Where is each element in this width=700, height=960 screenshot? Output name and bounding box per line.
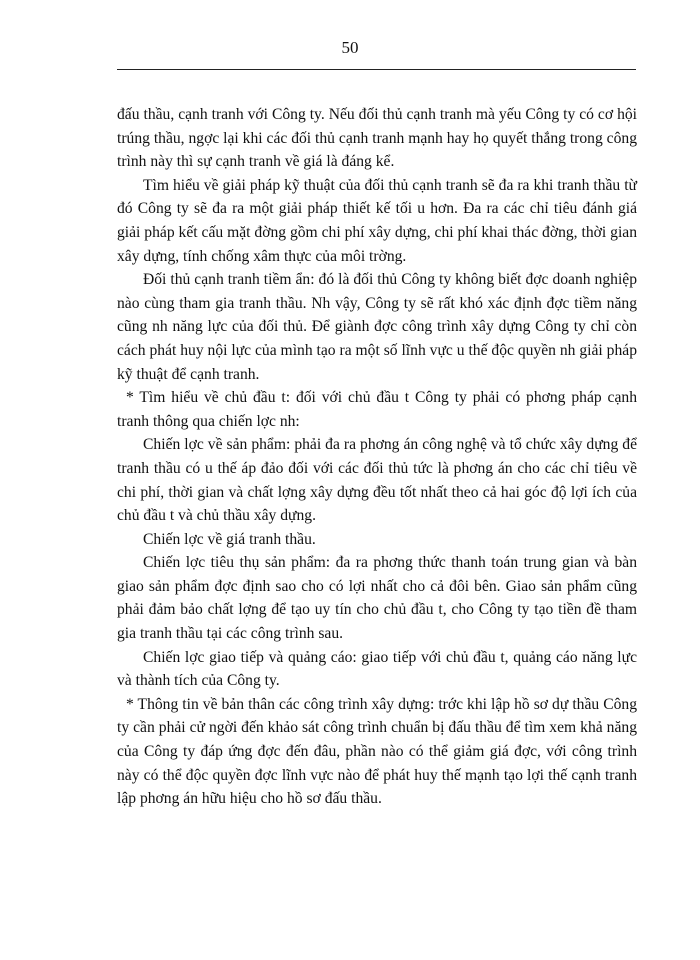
body-text xyxy=(117,103,637,811)
bullet-investor: * Tìm hiểu về chủ đầu t: đối với chủ đầu t Công ty phải có phơng pháp cạnh tranh thông qua chiến lợc nh: xyxy=(117,389,637,430)
paragraph-technical-solution: Tìm hiểu về giải pháp kỹ thuật của đối thủ cạnh tranh sẽ đa ra khi tranh thầu từ đó Công ty sẽ đa ra một giải pháp thiết kế tối u hơn. Đa ra các chỉ tiêu đánh giá giải pháp kết cấu mặt đờng gồm chi phí xây dựng, chi phí khai thác đờng, thời gian xây dựng, tính chống xâm thực của môi trờng. xyxy=(117,176,637,265)
paragraph-communication-strategy: Chiến lợc giao tiếp và quảng cáo: giao tiếp với chủ đầu t, quảng cáo năng lực và thành tích của Công ty. xyxy=(117,648,637,690)
header-rule xyxy=(117,69,636,70)
bullet-project-information: * Thông tin về bản thân các công trình xây dựng: trớc khi lập hồ sơ dự thầu Công ty cần phải cử ngời đến khảo sát công trình chuẩn bị đấu thầu để tìm xem khả năng của Công ty đáp ứng đợc đến đâu, phần nào có thể giảm giá đợc, với công trình này có thể độc quyền đợc lĩnh vực nào để phát huy thế mạnh tạo lợi thế cạnh tranh lập phơng án hữu hiệu cho hồ sơ đấu thầu. xyxy=(117,695,637,808)
paragraph-price-strategy: Chiến lợc về giá tranh thầu. xyxy=(143,530,316,548)
paragraph-product-strategy: Chiến lợc về sản phẩm: phải đa ra phơng án công nghệ và tổ chức xây dựng để tranh thầu có u thế áp đảo đối với các đối thủ tức là phơng án cho các chỉ tiêu về chi phí, thời gian và chất lợng xây dựng đều tốt nhất theo cả hai góc độ lợi ích của chủ đầu t và chủ thầu xây dựng. xyxy=(117,436,637,525)
page-number: 50 xyxy=(341,38,359,57)
paragraph-intro: đấu thầu, cạnh tranh với Công ty. Nếu đối thủ cạnh tranh mà yếu Công ty có cơ hội trúng thầu, ngợc lại khi các đối thủ cạnh tranh mạnh hay họ quyết thắng trong công trình này thì sự cạnh tranh về giá là đáng kể. xyxy=(117,106,637,171)
paragraph-potential-competitor: Đối thủ cạnh tranh tiềm ẩn: đó là đối thủ Công ty không biết đợc doanh nghiệp nào cùng tham gia tranh thầu. Nh vậy, Công ty sẽ rất khó xác định đợc tiềm năng cũng nh năng lực của đối thủ. Để giành đợc công trình xây dựng Công ty chỉ còn cách phát huy nội lực của mình tạo ra một số lĩnh vực u thế độc quyền nh giải pháp kỹ thuật để cạnh tranh. xyxy=(117,271,637,383)
paragraph-consumption-strategy: Chiến lợc tiêu thụ sản phẩm: đa ra phơng thức thanh toán trung gian và bàn giao sản phẩm đợc định sao cho có lợi nhất cho cả đôi bên. Giao sản phẩm cũng phải đảm bảo chất lợng để tạo uy tín cho chủ đầu t, cho Công ty tạo tiền đề tham gia tranh thầu tại các công trình sau. xyxy=(117,554,637,643)
